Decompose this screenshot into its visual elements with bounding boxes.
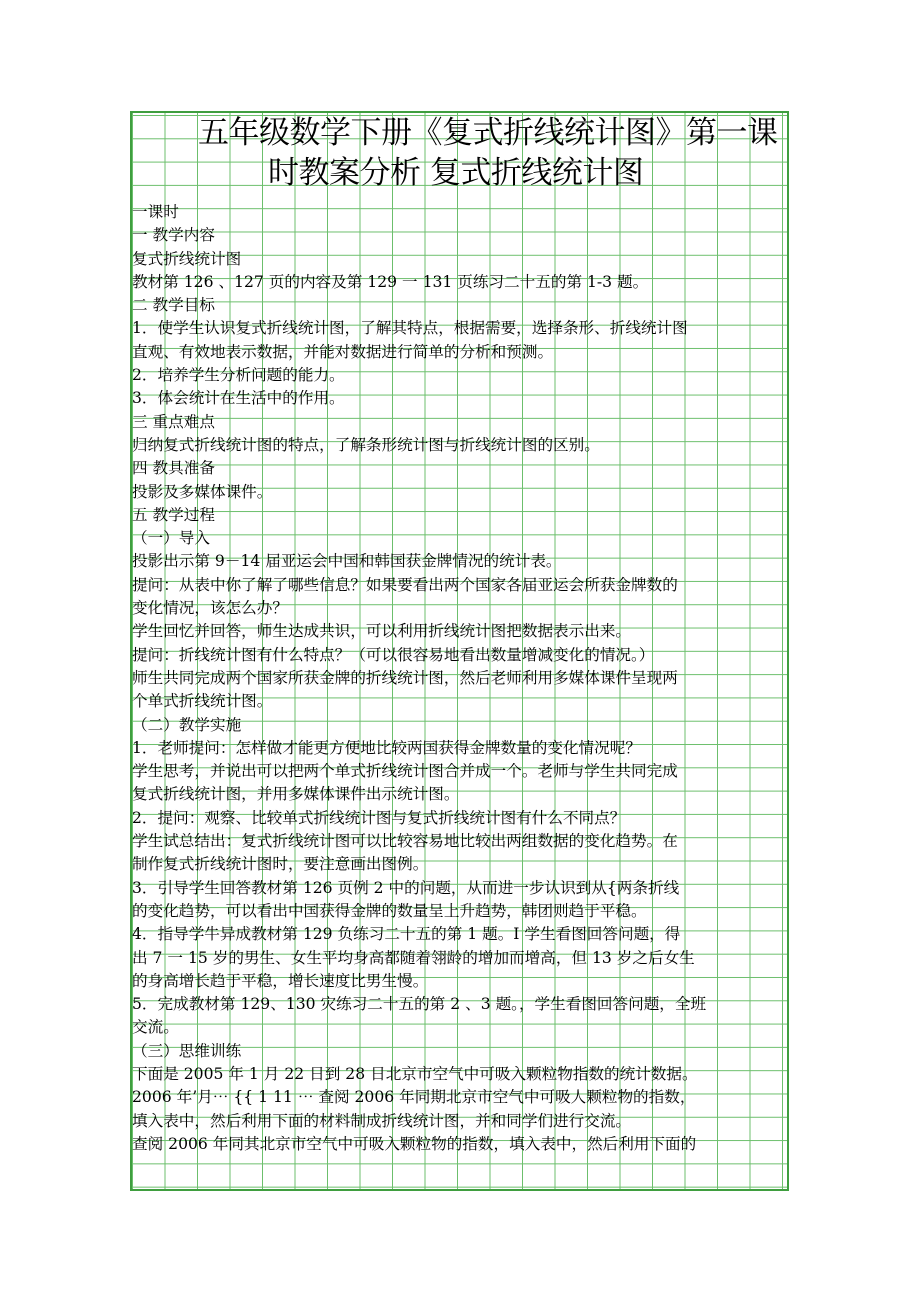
text-line: 的变化趋势，可以看出中国获得金牌的数量呈上升趋势，韩团则趋于平稳。 <box>132 901 647 920</box>
section-heading: 五 教学过程 <box>132 505 215 524</box>
subsection-heading: （二）教学实施 <box>132 715 242 734</box>
section-heading: 二 教学目标 <box>132 296 215 315</box>
text-line: 4．指导学牛异成教材第 129 负练习二十五的第 1 题。I 学生看图回答问题，得 <box>132 925 681 944</box>
text-line: 复式折线统计图，并用多媒体课件出示统计图。 <box>132 785 460 804</box>
document-title-line-2: 时教案分析 复式折线统计图 <box>268 155 644 191</box>
text-line: 填入表中，然后利用下面的材料制成折线统计图，并和同学们进行交流。 <box>132 1111 632 1130</box>
text-line: 投影出示第 9－14 届亚运会中国和韩国获金牌情况的统计表。 <box>132 552 562 571</box>
text-line: 1．老师提问：怎样做才能更方便地比较两国获得金牌数量的变化情况呢？ <box>132 738 641 757</box>
text-line: 查阅 2006 年同其北京市空气中可吸入颗粒物的指数，填入表中，然后利用下面的 <box>132 1134 697 1153</box>
text-line: 3．引导学生回答教材第 126 页例 2 中的问题，从而进一步认识到从{两条折线 <box>132 878 680 897</box>
text-line: 复式折线统计图 <box>132 249 242 268</box>
text-line: 教材第 126 、127 页的内容及第 129 一 131 页练习二十五的第 1-3 题。 <box>132 272 649 291</box>
section-heading: 三 重点难点 <box>132 412 215 431</box>
text-line: 2．培养学生分析问题的能力。 <box>132 366 345 385</box>
text-line: 2006 年’月⋯ {{ 1 11 ⋯ 查阅 2006 年同期北京市空气中可吸人颗粒物的指数， <box>132 1088 696 1107</box>
text-line: 出 7 一 15 岁的男生、女生平均身高都随着翎龄的增加而增高，但 13 岁之后女生 <box>132 948 695 967</box>
text-line: 提问：折线统计图有什么特点？（可以很容易地看出数量增减变化的情况。） <box>132 645 655 664</box>
document-content <box>132 113 790 1156</box>
text-line: 学生思考，并说出可以把两个单式折线统计图合并成一个。老师与学生共同完成 <box>132 762 678 781</box>
section-heading: 一 教学内容 <box>132 226 215 245</box>
text-line: 的身高增长趋于平稳，增长速度比男生慢。 <box>132 971 429 990</box>
text-line: 提问：从表中你了解了哪些信息？如果要看出两个国家各届亚运会所获金牌数的 <box>132 575 678 594</box>
text-line: 1．使学生认识复式折线统计图，了解其特点，根据需要，选择条形、折线统计图 <box>132 319 688 338</box>
text-line: 2．提问：观察、比较单式折线统计图与复式折线统计图有什么不同点？ <box>132 808 626 827</box>
text-line: 投影及多媒体课件。 <box>132 482 273 501</box>
text-line: 学生试总结出：复式折线统计图可以比较容易地比较出两组数据的变化趋势。在 <box>132 832 678 851</box>
subsection-heading: （一）导入 <box>132 529 210 548</box>
document-title-line-1: 五年级数学下册《复式折线统计图》第一课 <box>198 115 778 151</box>
document-body <box>132 201 790 1156</box>
text-line: 5．完成教材第 129、130 灾练习二十五的第 2 、3 题。，学生看图回答问题，全班 <box>132 995 707 1014</box>
section-heading: 四 教具准备 <box>132 459 215 478</box>
text-line: 学生回忆并回答，师生达成共识，可以利用折线统计图把数据表示出来。 <box>132 622 632 641</box>
text-line: 师生共同完成两个国家所获金牌的折线统计图，然后老师利用多媒体课件呈现两 <box>132 668 678 687</box>
text-line: 3．体会统计在生活中的作用。 <box>132 389 345 408</box>
text-line: 个单式折线统计图。 <box>132 692 273 711</box>
text-line: 一课时 <box>132 203 179 221</box>
text-line: 交流。 <box>132 1018 179 1037</box>
text-line: 下面是 2005 年 1 月 22 日到 28 日北京市空气中可吸入颗粒物指数的统计数据。 <box>132 1064 698 1083</box>
text-line: 变化情况，该怎么办？ <box>132 599 288 618</box>
text-line: 制作复式折线统计图时，要注意画出图例。 <box>132 855 429 874</box>
subsection-heading: （三）思维训练 <box>132 1041 242 1060</box>
text-line: 直观、有效地表示数据，并能对数据进行简单的分析和预测。 <box>132 342 554 361</box>
text-line: 归纳复式折线统计图的特点，了解条形统计图与折线统计图的区别。 <box>132 435 600 454</box>
